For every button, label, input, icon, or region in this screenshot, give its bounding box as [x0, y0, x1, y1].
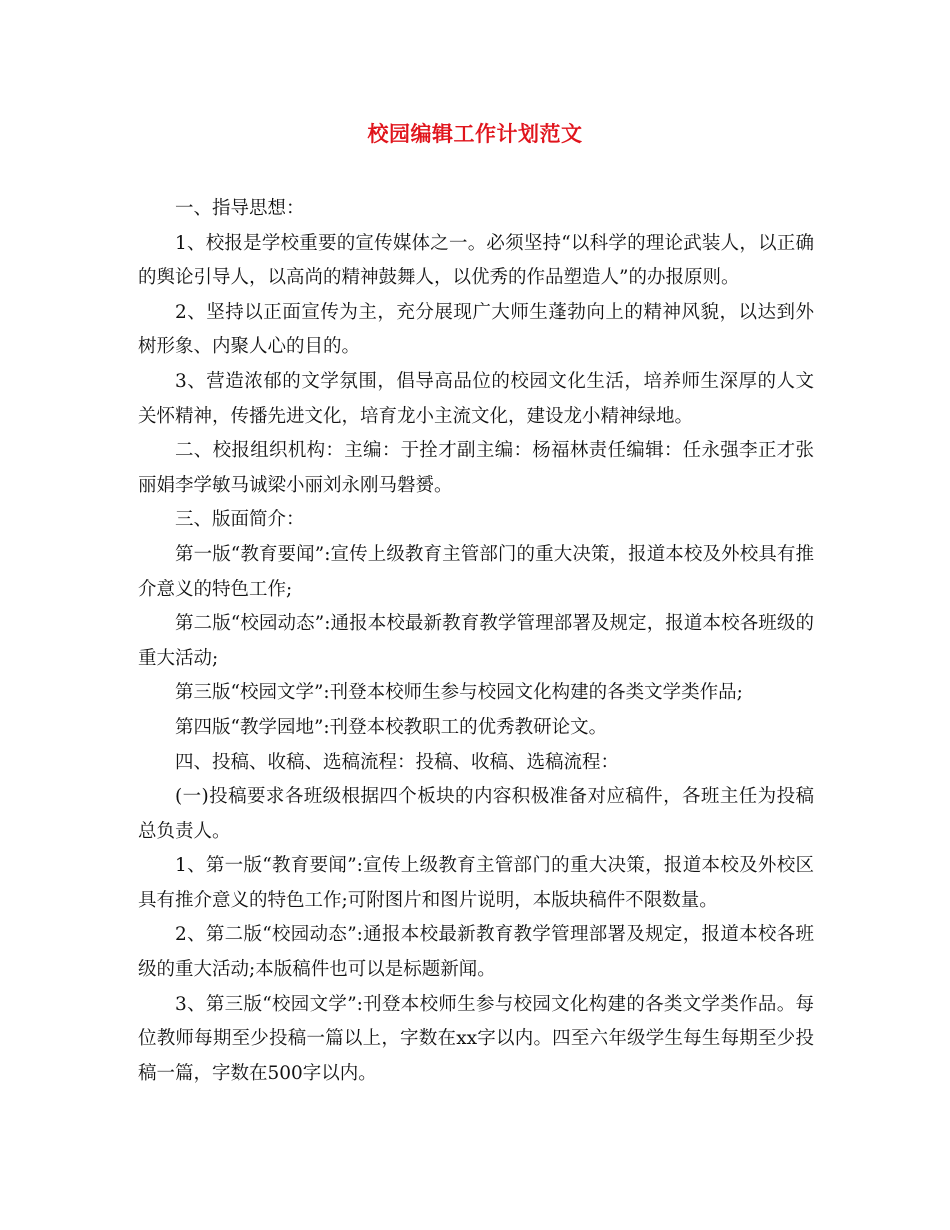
- paragraph: 1、第一版“教育要闻”:宣传上级教育主管部门的重大决策，报道本校及外校区具有推介意义的特色工作;可附图片和图片说明，本版块稿件不限数量。: [138, 855, 814, 911]
- paragraph: 3、第三版“校园文学”:刊登本校师生参与校园文化构建的各类文学类作品。每位教师每期至少投稿一篇以上，字数在xx字以内。四至六年级学生每生每期至少投稿一篇，字数在500字以内。: [138, 993, 814, 1084]
- section-heading-submission-process: 四、投稿、收稿、选稿流程：投稿、收稿、选稿流程：: [175, 751, 620, 773]
- section-heading-guiding-ideology: 一、指导思想：: [175, 198, 305, 219]
- document-title: 校园编辑工作计划范文: [367, 122, 583, 146]
- paragraph: 3、营造浓郁的文学氛围，倡导高品位的校园文化生活，培养师生深厚的人文关怀精神，传播先进文化，培育龙小主流文化，建设龙小精神绿地。: [138, 370, 814, 427]
- document-body: [138, 192, 814, 1091]
- paragraph: 1、校报是学校重要的宣传媒体之一。必须坚持“以科学的理论武装人，以正确的舆论引导人，以高尚的精神鼓舞人，以优秀的作品塑造人”的办报原则。: [138, 232, 814, 289]
- paragraph: 第二版“校园动态”:通报本校最新教育教学管理部署及规定，报道本校各班级的重大活动;: [138, 613, 814, 669]
- paragraph: 第三版“校园文学”:刊登本校师生参与校园文化构建的各类文学类作品;: [175, 682, 743, 704]
- paragraph: 第四版“教学园地”:刊登本校教职工的优秀教研论文。: [175, 716, 608, 738]
- paragraph: 第一版“教育要闻”:宣传上级教育主管部门的重大决策，报道本校及外校具有推介意义的特色工作;: [138, 543, 814, 600]
- paragraph: 2、坚持以正面宣传为主，充分展现广大师生蓬勃向上的精神风貌，以达到外树形象、内聚人心的目的。: [138, 301, 814, 358]
- section-heading-layout-intro: 三、版面简介：: [175, 509, 305, 531]
- section-heading-organization: 二、校报组织机构：主编：于拴才副主编：杨福林责任编辑：任永强李正才张丽娟李学敏马诚梁小丽刘永刚马磐赟。: [138, 440, 814, 496]
- paragraph: 2、第二版“校园动态”:通报本校最新教育教学管理部署及规定，报道本校各班级的重大活动;本版稿件也可以是标题新闻。: [138, 924, 814, 981]
- paragraph: (一)投稿要求各班级根据四个板块的内容积极准备对应稿件，各班主任为投稿总负责人。: [138, 786, 814, 842]
